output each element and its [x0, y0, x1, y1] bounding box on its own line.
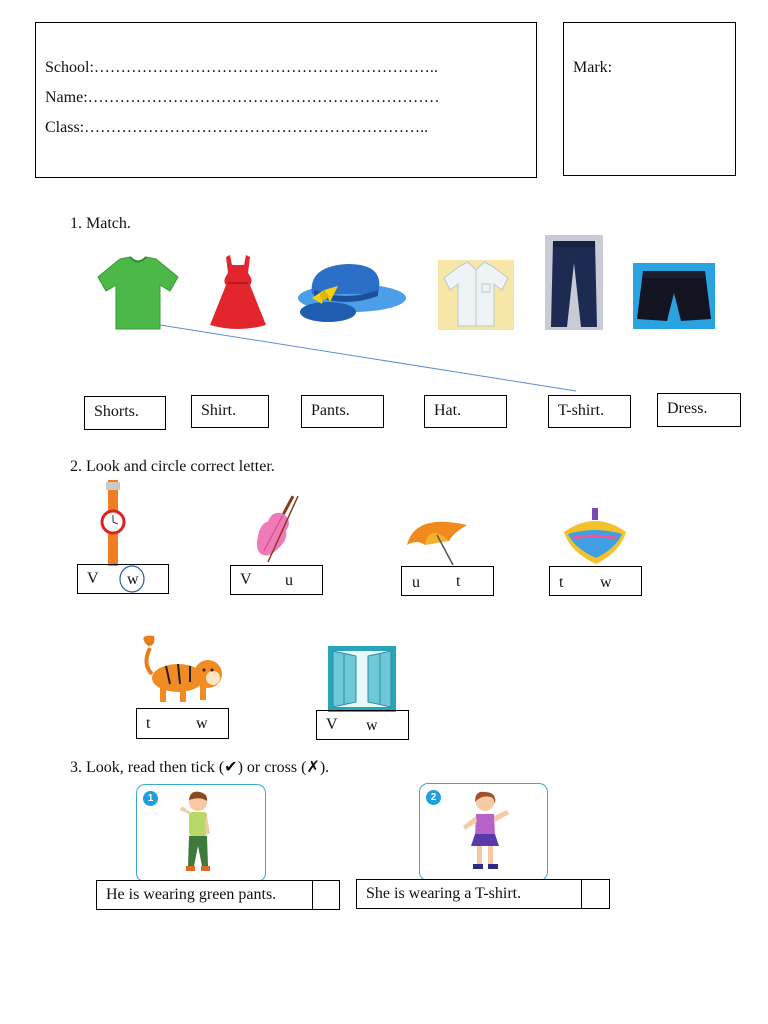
pants-icon[interactable] [545, 235, 603, 330]
class-field[interactable]: Class:……………………………………………………….. [45, 119, 429, 136]
answer-box-1[interactable] [312, 880, 340, 910]
sentence-box-2: She is wearing a T-shirt. [356, 879, 582, 909]
section1-title: 1. Match. [70, 215, 131, 232]
shirt-icon[interactable] [438, 260, 514, 330]
label-dress[interactable]: Dress. [657, 393, 741, 427]
tiger-icon [136, 634, 232, 706]
section3-title: 3. Look, read then tick (✔) or cross (✗). [70, 759, 330, 776]
card-number-badge [143, 791, 158, 806]
letter-option[interactable]: w [366, 717, 378, 734]
section2-title: 2. Look and circle correct letter. [70, 458, 275, 475]
sentence-box-1: He is wearing green pants. [96, 880, 313, 910]
card-number: 1 [147, 793, 154, 804]
label-shorts[interactable]: Shorts. [84, 396, 166, 430]
label-t-shirt[interactable]: T-shirt. [548, 395, 631, 428]
letter-option[interactable]: V [240, 571, 252, 588]
umbrella-icon [405, 515, 469, 567]
dress-icon[interactable] [210, 255, 266, 329]
letter-option[interactable]: t [456, 573, 461, 590]
card-number-badge [426, 790, 441, 805]
t-shirt-icon[interactable] [98, 257, 178, 329]
letter-option[interactable]: t [559, 574, 564, 591]
letter-option[interactable]: w [600, 574, 612, 591]
school-field[interactable]: School:……………………………………………………….. [45, 59, 438, 76]
letter-option[interactable]: w [196, 715, 208, 732]
letter-option[interactable]: V [326, 716, 338, 733]
boy-icon [178, 790, 222, 874]
mark-label: Mark: [573, 59, 613, 76]
letter-option[interactable]: w [127, 571, 139, 588]
letter-option[interactable]: V [87, 570, 99, 587]
label-hat[interactable]: Hat. [424, 395, 507, 428]
letter-option[interactable]: u [412, 574, 420, 591]
shorts-icon[interactable] [633, 263, 715, 329]
violin-icon [246, 492, 306, 564]
letter-option[interactable]: t [146, 715, 151, 732]
answer-circle [119, 565, 149, 595]
card-number: 2 [430, 792, 437, 803]
label-shirt[interactable]: Shirt. [191, 395, 269, 428]
spinning-top-icon [560, 508, 630, 566]
watch-icon [98, 480, 128, 566]
letter-option[interactable]: u [285, 572, 293, 589]
answer-box-2[interactable] [581, 879, 610, 909]
mark-box [563, 22, 736, 176]
window-icon [328, 646, 396, 712]
label-pants[interactable]: Pants. [301, 395, 384, 428]
name-field[interactable]: Name:………………………………………………………… [45, 89, 440, 106]
hat-icon[interactable] [298, 260, 406, 322]
girl-icon [457, 790, 513, 872]
